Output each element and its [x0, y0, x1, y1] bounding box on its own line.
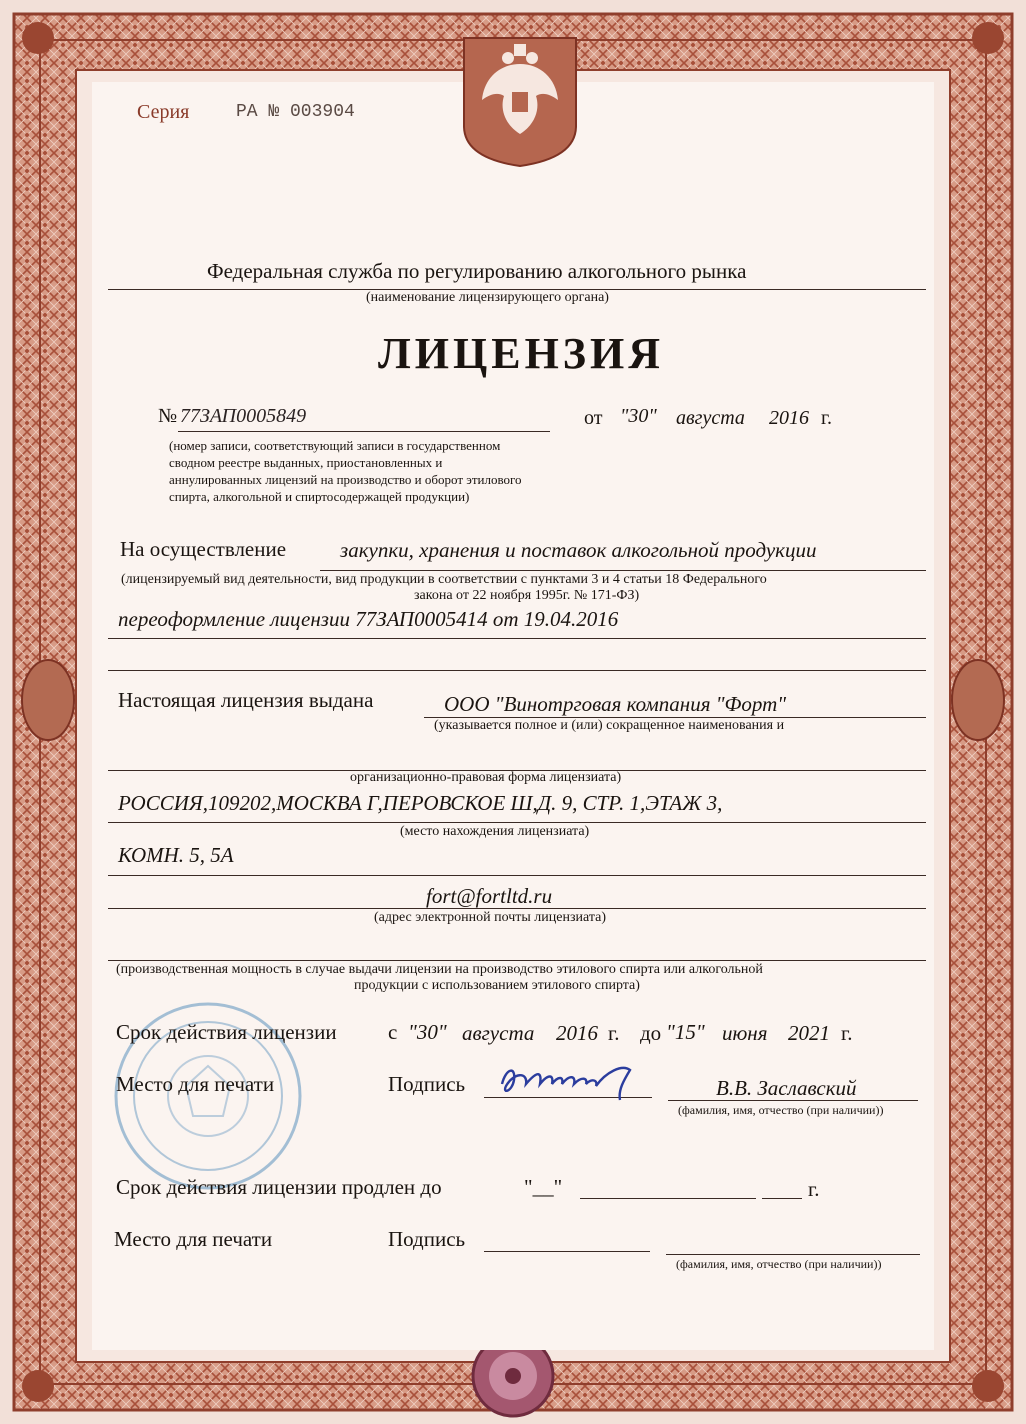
extended-day: "__" — [524, 1175, 563, 1199]
issue-day: "30" — [620, 405, 657, 427]
issued-caption-1: (указывается полное и (или) сокращенное наименования и — [434, 718, 785, 733]
signatory-name: В.В. Заславский — [716, 1076, 857, 1100]
extended-label: Срок действия лицензии продлен до — [116, 1175, 442, 1199]
validity-day-1: "30" — [408, 1020, 447, 1044]
issued-caption-2: организационно-правовая форма лицензиата) — [350, 770, 622, 785]
validity-day-2: "15" — [666, 1020, 705, 1044]
series-number: РА № 003904 — [236, 102, 355, 122]
activity-caption-2: закона от 22 ноября 1995г. № 171-ФЗ) — [414, 588, 640, 603]
email-value: fort@fortltd.ru — [426, 884, 553, 908]
issue-year-suffix: г. — [821, 407, 832, 429]
address-line-1: РОССИЯ,109202,МОСКВА Г,ПЕРОВСКОЕ Ш,Д. 9, СТР. 1,ЭТАЖ 3, — [118, 791, 723, 815]
capacity-caption-1: (производственная мощность в случае выдачи лицензии на производство этилового спирта или алкогольной — [116, 962, 763, 977]
authority-name: Федеральная служба по регулированию алкогольного рынка — [207, 259, 747, 283]
activity-value: закупки, хранения и поставок алкогольной продукции — [340, 538, 817, 562]
coat-of-arms-icon — [460, 34, 580, 170]
validity-month-2: июня — [722, 1021, 768, 1045]
validity-g-2: г. — [841, 1021, 853, 1045]
validity-from: с — [388, 1020, 398, 1044]
number-caption-2: сводном реестре выданных, приостановленных и — [169, 455, 443, 470]
signatory-caption-2: (фамилия, имя, отчество (при наличии)) — [676, 1257, 882, 1271]
extended-g: г. — [808, 1177, 820, 1201]
license-number: 77ЗАП0005849 — [180, 405, 307, 427]
validity-g-1: г. — [608, 1021, 620, 1045]
validity-year-1: 2016 — [556, 1021, 598, 1045]
issued-value: ООО "Винотрговая компания "Форт" — [444, 692, 787, 716]
series-label: Серия — [137, 101, 190, 123]
validity-label: Срок действия лицензии — [116, 1020, 337, 1044]
seal-place-label: Место для печати — [116, 1072, 275, 1096]
issue-year: 2016 — [769, 407, 809, 429]
number-caption-3: аннулированных лицензий на производство и оборот этилового — [169, 472, 522, 487]
number-caption-1: (номер записи, соответствующий записи в государственном — [169, 438, 501, 453]
activity-label: На осуществление — [120, 537, 287, 561]
signatory-caption: (фамилия, имя, отчество (при наличии)) — [678, 1103, 884, 1117]
number-from: от — [584, 407, 603, 429]
document-title: ЛИЦЕНЗИЯ — [378, 329, 665, 378]
activity-caption-1: (лицензируемый вид деятельности, вид продукции в соответствии с пунктами 3 и 4 статьи 18 Федерального — [121, 572, 767, 587]
signature-label-2: Подпись — [388, 1227, 466, 1251]
capacity-caption-2: продукции с использованием этилового спирта) — [354, 978, 640, 993]
number-caption-4: спирта, алкогольной и спиртосодержащей продукции) — [169, 489, 470, 504]
number-prefix: № — [158, 405, 178, 427]
seal-place-label-2: Место для печати — [114, 1227, 273, 1251]
address-caption: (место нахождения лицензиата) — [400, 824, 590, 839]
issued-label: Настоящая лицензия выдана — [118, 688, 374, 712]
activity-note: переоформление лицензии 77ЗАП0005414 от 19.04.2016 — [118, 607, 619, 631]
email-caption: (адрес электронной почты лицензиата) — [374, 910, 607, 925]
address-line-2: КОМН. 5, 5А — [118, 843, 234, 867]
validity-year-2: 2021 — [788, 1021, 830, 1045]
authority-caption: (наименование лицензирующего органа) — [366, 290, 609, 305]
validity-month-1: августа — [462, 1021, 535, 1045]
issue-month: августа — [676, 407, 745, 429]
handwritten-signature-icon — [492, 1050, 652, 1110]
validity-to: до — [640, 1021, 662, 1045]
signature-label: Подпись — [388, 1072, 466, 1096]
